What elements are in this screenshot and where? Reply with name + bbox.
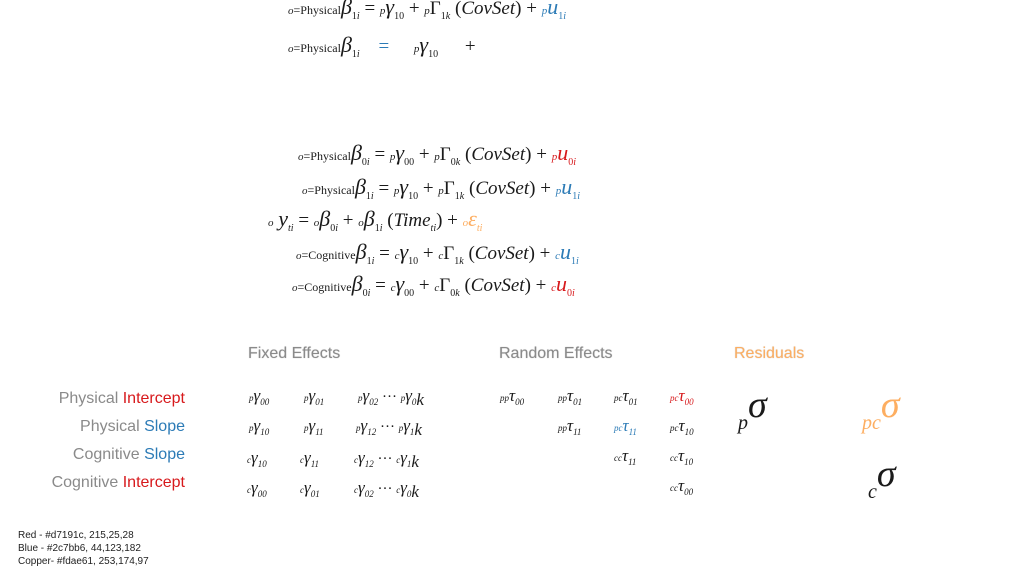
- legend-red: Red - #d7191c, 215,25,28: [18, 530, 134, 541]
- row-label-cognitive-slope: Cognitive Slope: [72, 446, 185, 463]
- equation-top-2: o=Physicalβ$_{1i}$ = $p\gamma_{10}$ +: [288, 32, 476, 60]
- equation-physical-slope: o=Physicalβ$_{1i}$ = $p\gamma_{10} + p\Gamma_{1k}$ (CovSet) + $pu_{1i}$: [302, 174, 580, 202]
- legend-copper: Copper- #fdae61, 253,174,97: [18, 556, 149, 567]
- random-cell-cc-t11: ccτ$_{11}$: [614, 446, 637, 467]
- equation-level1: o $y_{ti} = o\beta_{0i} + o\beta_{1i}$ (Time$_{ti}$) + $o\varepsilon_{ti}$: [268, 206, 483, 234]
- row-label-cognitive-intercept: Cognitive Intercept: [51, 474, 185, 491]
- random-cell-pc-t11: pcτ$_{11}$: [614, 416, 637, 437]
- row-label-physical-slope: Physical Slope: [80, 418, 185, 435]
- random-cell-pc-t01: pcτ$_{01}$: [614, 386, 638, 407]
- random-cell-pc-t00: pcτ$_{00}$: [670, 386, 694, 407]
- random-cell-cc-t00: ccτ$_{00}$: [670, 476, 694, 497]
- random-cell-pc-t10: pcτ$_{10}$: [670, 416, 694, 437]
- fixed-cell-c-g02-0k: $c\gamma_{02}$ ··· $c\gamma_{0k}$: [354, 478, 419, 501]
- residual-p-sigma: pσ: [738, 384, 767, 434]
- equation-cognitive-slope: o=Cognitiveβ$_{1i}$ = $c\gamma_{10} + c\Gamma_{1k}$ (CovSet) + $cu_{1i}$: [296, 239, 579, 267]
- fixed-cell-p-g01: $p\gamma_{01}$: [304, 386, 325, 407]
- residual-pc-sigma: pcσ: [862, 384, 900, 434]
- fixed-cell-c-g12-1k: $c\gamma_{12}$ ··· $c\gamma_{1k}$: [354, 448, 419, 471]
- equation-top-1: o=Physicalβ$_{1i}$ = $p\gamma_{10} + p\Gamma_{1k}$ (CovSet) + $pu_{1i}$: [288, 0, 566, 22]
- fixed-cell-c-g00: $c\gamma_{00}$: [247, 478, 267, 499]
- fixed-cell-c-g01: $c\gamma_{01}$: [300, 478, 320, 499]
- header-fixed-effects: Fixed Effects: [248, 345, 341, 362]
- fixed-cell-p-g00: $p\gamma_{00}$: [249, 386, 270, 407]
- equation-physical-intercept: o=Physicalβ$_{0i}$ = $p\gamma_{00} + p\Gamma_{0k}$ (CovSet) + $pu_{0i}$: [298, 140, 576, 168]
- fixed-cell-c-g11: $c\gamma_{11}$: [300, 448, 320, 469]
- header-random-effects: Random Effects: [499, 345, 613, 362]
- fixed-cell-p-g02-0k: $p\gamma_{02}$ ··· $p\gamma_{0k}$: [358, 386, 424, 409]
- fixed-cell-p-g10: $p\gamma_{10}$: [249, 416, 270, 437]
- equation-cognitive-intercept: o=Cognitiveβ$_{0i}$ = $c\gamma_{00} + c\Gamma_{0k}$ (CovSet) + $cu_{0i}$: [292, 271, 575, 299]
- random-cell-cc-t10: ccτ$_{10}$: [670, 446, 694, 467]
- header-residuals: Residuals: [734, 345, 805, 362]
- random-cell-pp-t00: ppτ$_{00}$: [500, 386, 525, 407]
- row-label-physical-intercept: Physical Intercept: [58, 390, 185, 407]
- fixed-cell-c-g10: $c\gamma_{10}$: [247, 448, 267, 469]
- legend-blue: Blue - #2c7bb6, 44,123,182: [18, 543, 141, 554]
- residual-c-sigma: cσ: [868, 453, 896, 503]
- random-cell-pp-t01: ppτ$_{01}$: [558, 386, 583, 407]
- random-cell-pp-t11: ppτ$_{11}$: [558, 416, 582, 437]
- fixed-cell-p-g11: $p\gamma_{11}$: [304, 416, 324, 437]
- fixed-cell-p-g12-1k: $p\gamma_{12}$ ··· $p\gamma_{1k}$: [356, 416, 422, 439]
